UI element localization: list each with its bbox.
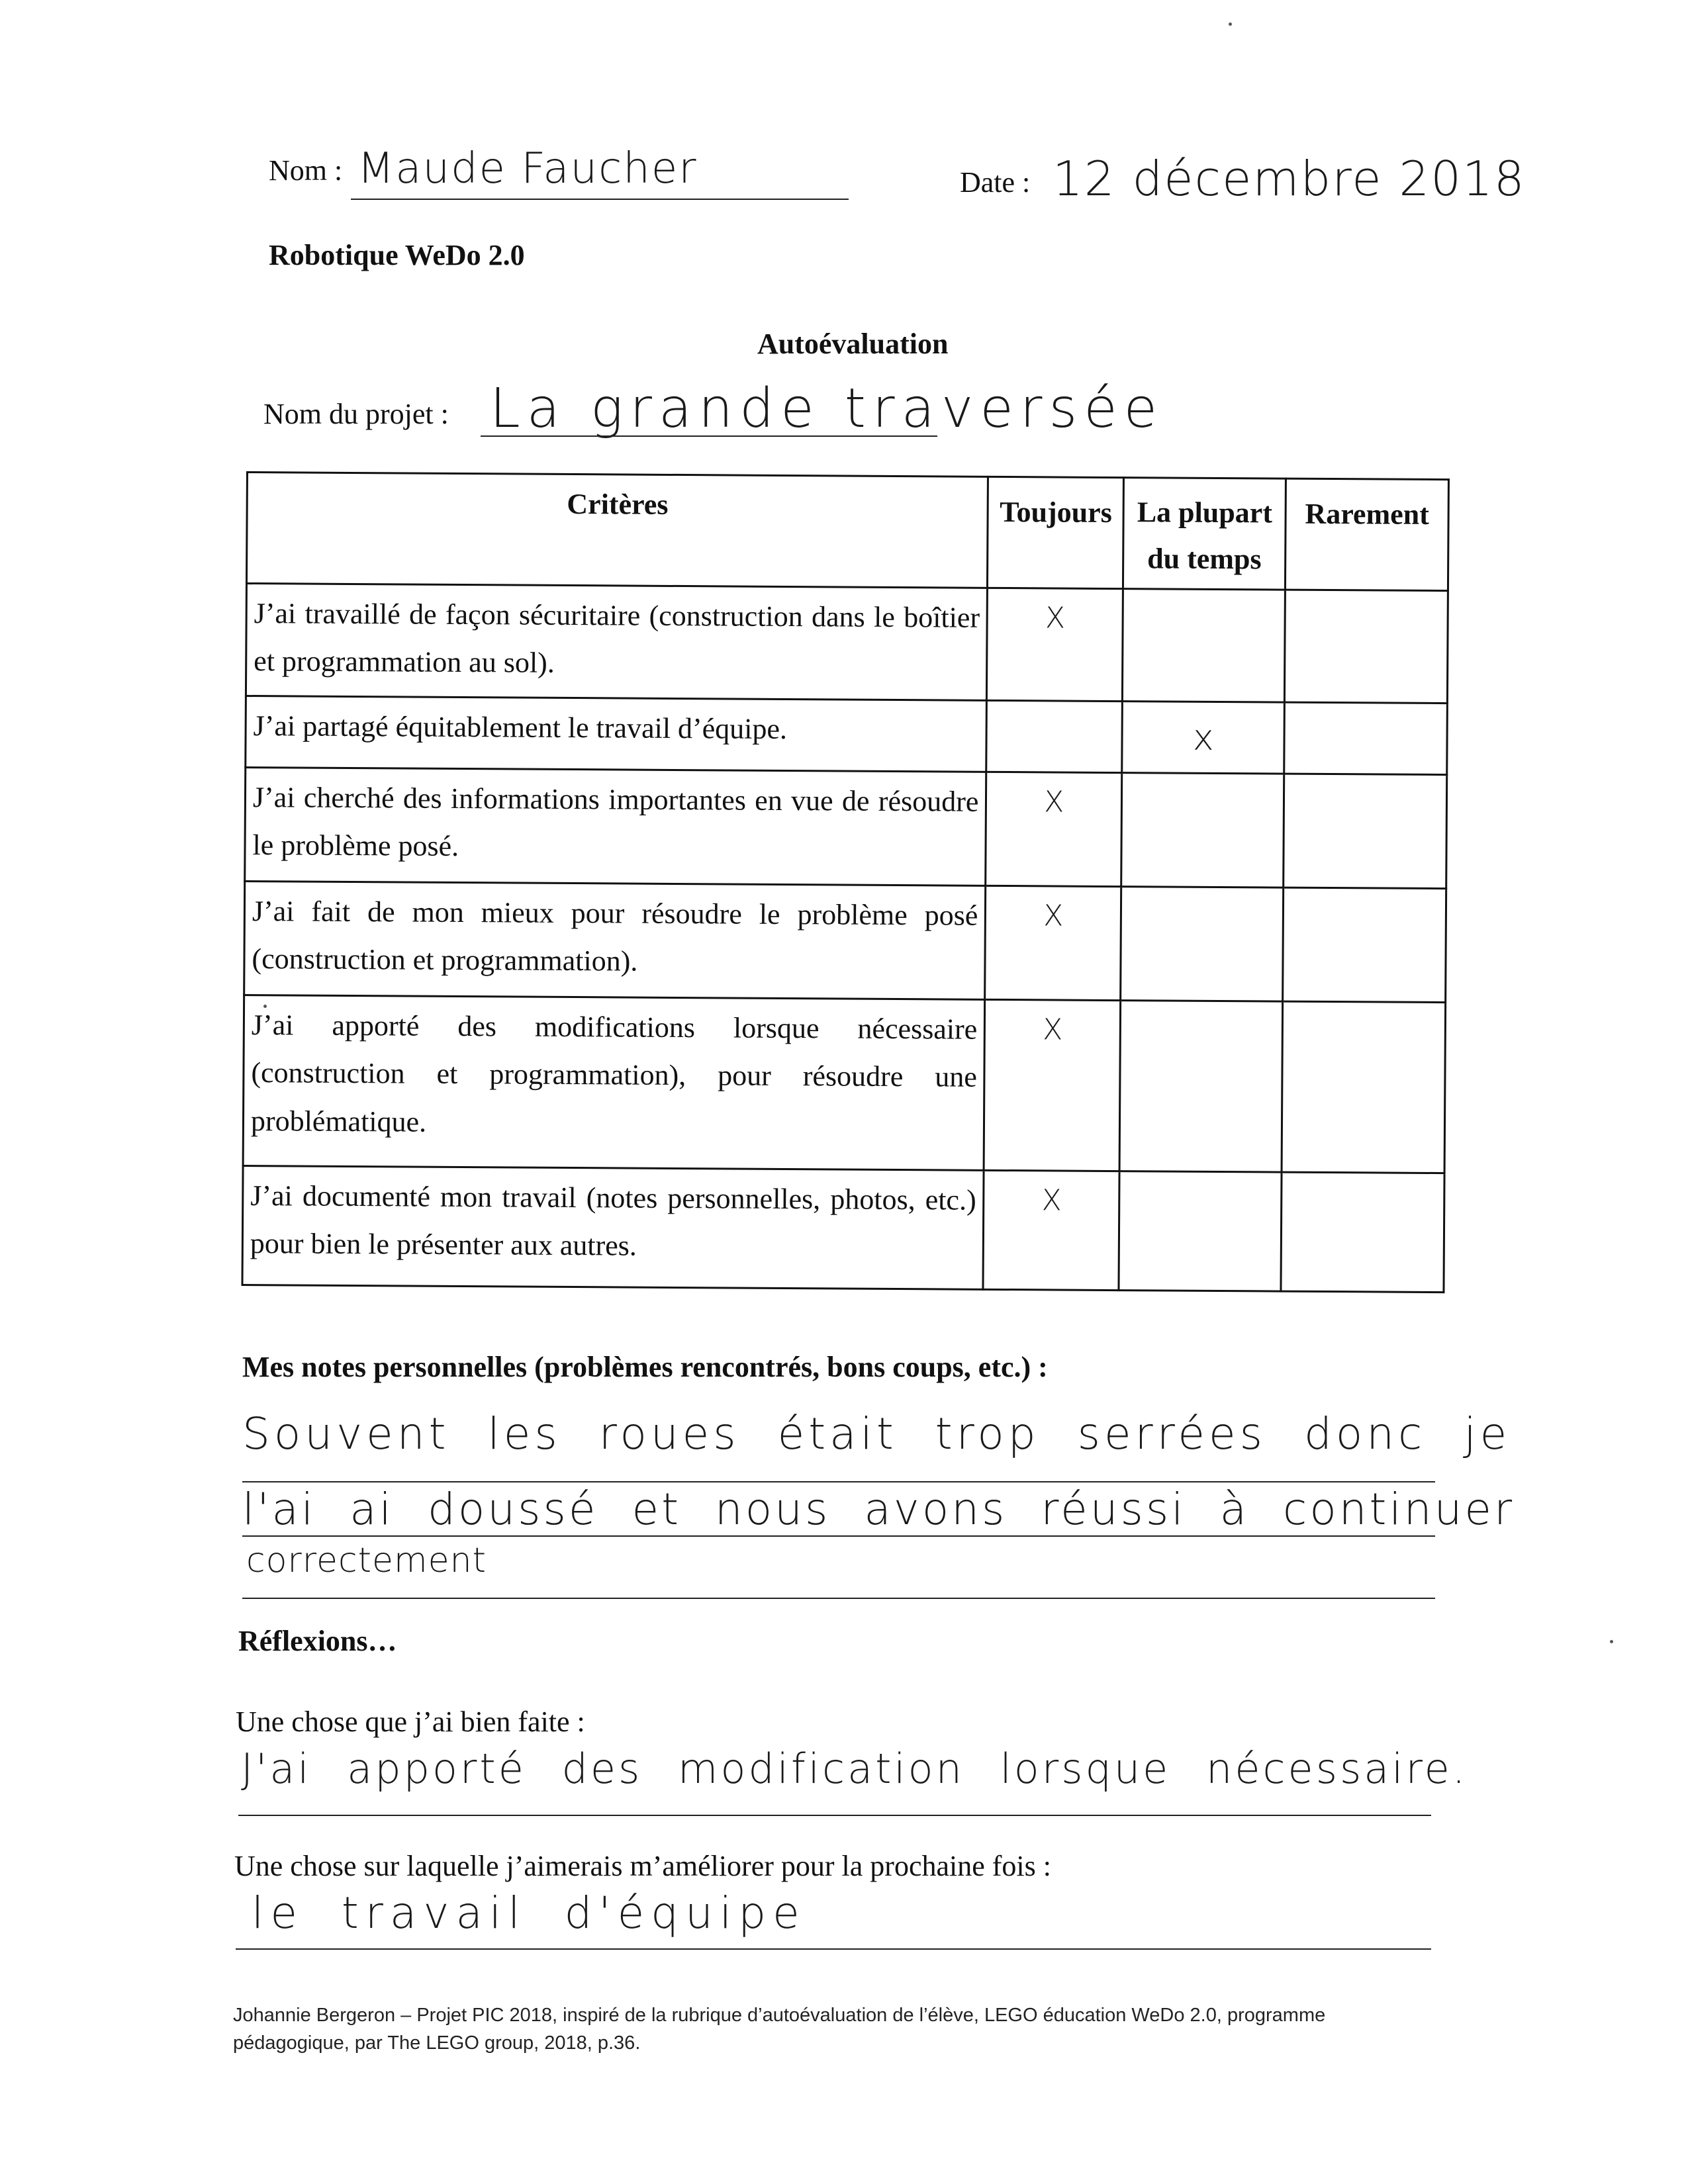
check-mark (1119, 1000, 1282, 1171)
date-label: Date : (960, 166, 1031, 199)
check-mark: X (985, 886, 1121, 1000)
rarely-header: Rarement (1286, 478, 1449, 590)
evaluation-title: Autoévaluation (757, 328, 949, 360)
check-mark: X (984, 999, 1121, 1171)
check-mark (1281, 1172, 1444, 1292)
check-mark: X (983, 1170, 1119, 1290)
footer-line-2: pédagogique, par The LEGO group, 2018, p.36. (233, 2032, 641, 2054)
date-value: 12 décembre 2018 (1053, 151, 1526, 206)
check-mark (1284, 702, 1448, 775)
mostly-header: La plupart du temps (1123, 478, 1286, 590)
good-value: J'ai apporté des modification lorsque nécessaire. (241, 1745, 1468, 1793)
name-value: Maude Faucher (357, 144, 698, 193)
footer-line-1: Johannie Bergeron – Projet PIC 2018, inspiré de la rubrique d’autoévaluation de l’élève, LEGO éducation WeDo 2.0, programme (233, 2005, 1326, 2026)
criterion-text: J’ai documenté mon travail (notes personnelles, photos, etc.) pour bien le présenter aux autres. (242, 1165, 984, 1289)
check-mark (1119, 1171, 1282, 1291)
check-mark (1283, 887, 1446, 1002)
improve-underline (236, 1948, 1431, 1950)
check-mark (1121, 772, 1284, 887)
table-row (246, 696, 1448, 774)
always-header: Toujours (988, 477, 1124, 588)
good-underline (238, 1815, 1431, 1816)
scan-speck (1610, 1640, 1613, 1643)
name-underline (351, 199, 849, 200)
notes-underline-3 (242, 1598, 1435, 1599)
improve-value: le travail d'équipe (252, 1888, 806, 1938)
check-mark (1121, 886, 1284, 1001)
reflections-title: Réflexions… (238, 1625, 397, 1657)
improve-label: Une chose sur laquelle j’aimerais m’améliorer pour la prochaine fois : (234, 1850, 1051, 1882)
rubric-table (241, 471, 1449, 1293)
check-mark: X (986, 772, 1122, 886)
check-mark (986, 700, 1123, 772)
good-label: Une chose que j’ai bien faite : (236, 1706, 585, 1738)
project-value: La grande traversée (490, 377, 1164, 440)
course-title: Robotique WeDo 2.0 (269, 239, 525, 271)
check-mark (1123, 588, 1286, 702)
project-underline (481, 435, 937, 437)
notes-line-3: correctement (246, 1541, 487, 1580)
scan-speck (1229, 23, 1232, 26)
criterion-text: J’ai apporté des modifications lorsque nécessaire (construction et programmation), pour résoudre une problématique. (243, 995, 985, 1170)
table-row (243, 995, 1446, 1173)
criteria-header: Critères (246, 473, 988, 588)
table-row (246, 583, 1448, 703)
check-mark (1284, 774, 1447, 888)
check-mark: X (987, 588, 1123, 701)
notes-line-2: l'ai ai doussé et nous avons réussi à continuer (242, 1484, 1515, 1535)
notes-underline-2 (242, 1535, 1435, 1537)
footer-credit (233, 2001, 1491, 2057)
check-mark (1282, 1001, 1445, 1173)
name-label: Nom : (269, 154, 343, 187)
criterion-text: J’ai cherché des informations importantes en vue de résoudre le problème posé. (245, 767, 986, 886)
table-row (244, 881, 1446, 1002)
notes-underline-1 (242, 1481, 1435, 1482)
table-row (242, 1165, 1444, 1292)
project-label: Nom du projet : (263, 398, 449, 430)
check-mark (1284, 590, 1448, 703)
criterion-text: J’ai fait de mon mieux pour résoudre le problème posé (construction et programmation). (244, 881, 986, 999)
notes-line-1: Souvent les roues était trop serrées donc je (242, 1408, 1511, 1459)
notes-label: Mes notes personnelles (problèmes rencontrés, bons coups, etc.) : (242, 1351, 1048, 1383)
check-mark: x (1122, 701, 1284, 774)
table-row (245, 767, 1447, 888)
criterion-text: J’ai partagé équitablement le travail d’équipe. (246, 696, 987, 772)
criterion-text: J’ai travaillé de façon sécuritaire (construction dans le boîtier et programmation au sol). (246, 583, 987, 700)
